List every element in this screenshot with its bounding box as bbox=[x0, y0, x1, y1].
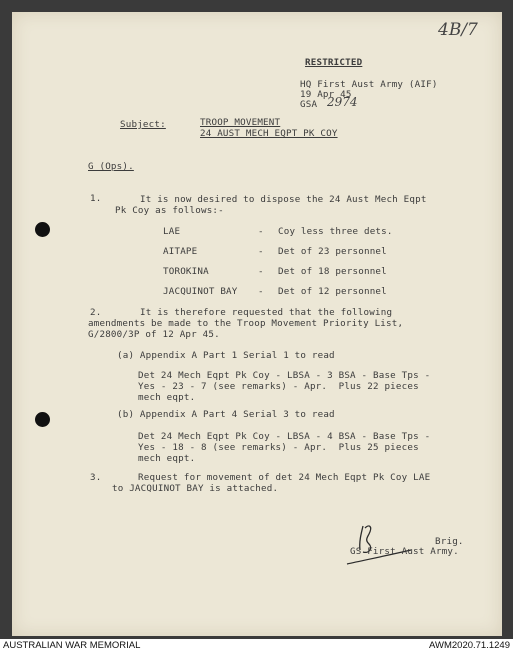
amendment-b-line-3: mech eqpt. bbox=[138, 453, 196, 464]
para-3-line-2: to JACQUINOT BAY is attached. bbox=[112, 483, 279, 494]
disposition-place: TOROKINA bbox=[163, 266, 209, 277]
footer-accession-number: AWM2020.71.1249 bbox=[429, 640, 510, 651]
para-3-line-1: Request for movement of det 24 Mech Eqpt Pk Coy LAE bbox=[138, 472, 431, 483]
disposition-dash: - bbox=[258, 286, 264, 297]
page-mark: 4B/7 bbox=[438, 20, 478, 40]
disposition-dash: - bbox=[258, 226, 264, 237]
disposition-detail: Det of 18 personnel bbox=[278, 266, 387, 277]
para-2-line-2: amendments be made to the Troop Movement Priority List, bbox=[88, 318, 404, 329]
disposition-dash: - bbox=[258, 246, 264, 257]
date-line: 19 Apr 45 bbox=[300, 89, 352, 100]
amendment-b-line-1: Det 24 Mech Eqpt Pk Coy - LBSA - 4 BSA - Base Tps - bbox=[138, 431, 431, 442]
punch-hole-top bbox=[35, 222, 50, 237]
para-2-line-3: G/2800/3P of 12 Apr 45. bbox=[88, 329, 220, 340]
disposition-detail: Det of 23 personnel bbox=[278, 246, 387, 257]
para-3-number: 3. bbox=[90, 472, 102, 483]
subject-line-1: TROOP MOVEMENT bbox=[200, 117, 281, 128]
reference-number: 2974 bbox=[327, 95, 358, 109]
para-1-line-2: Pk Coy as follows:- bbox=[115, 205, 224, 216]
amendment-b-line-2: Yes - 18 - 8 (see remarks) - Apr. Plus 25 pieces bbox=[138, 442, 419, 453]
hq-line: HQ First Aust Army (AIF) bbox=[300, 79, 438, 90]
disposition-detail: Coy less three dets. bbox=[278, 226, 393, 237]
signoff-title: GS First Aust Army. bbox=[350, 546, 459, 557]
addressee: G (Ops). bbox=[88, 161, 134, 172]
amendment-a-line-1: Det 24 Mech Eqpt Pk Coy - LBSA - 3 BSA - Base Tps - bbox=[138, 370, 431, 381]
disposition-detail: Det of 12 personnel bbox=[278, 286, 387, 297]
disposition-place: JACQUINOT BAY bbox=[163, 286, 238, 297]
amendment-a-heading: (a) Appendix A Part 1 Serial 1 to read bbox=[117, 350, 335, 361]
signature bbox=[345, 520, 415, 570]
classification: RESTRICTED bbox=[305, 57, 363, 68]
punch-hole-bottom bbox=[35, 412, 50, 427]
para-1-number: 1. bbox=[90, 193, 102, 204]
footer-bar bbox=[0, 639, 513, 653]
amendment-a-line-3: mech eqpt. bbox=[138, 392, 196, 403]
reference-prefix: GSA bbox=[300, 99, 318, 110]
para-2-line-1: It is therefore requested that the following bbox=[140, 307, 393, 318]
amendment-b-heading: (b) Appendix A Part 4 Serial 3 to read bbox=[117, 409, 335, 420]
signoff-rank: Brig. bbox=[435, 536, 464, 547]
para-2-number: 2. bbox=[90, 307, 102, 318]
para-1-line-1: It is now desired to dispose the 24 Aust Mech Eqpt bbox=[140, 194, 427, 205]
subject-line-2: 24 AUST MECH EQPT PK COY bbox=[200, 128, 338, 139]
disposition-place: AITAPE bbox=[163, 246, 198, 257]
footer-institution: AUSTRALIAN WAR MEMORIAL bbox=[3, 640, 141, 651]
subject-label: Subject: bbox=[120, 119, 166, 130]
amendment-a-line-2: Yes - 23 - 7 (see remarks) - Apr. Plus 22 pieces bbox=[138, 381, 419, 392]
disposition-place: LAE bbox=[163, 226, 181, 237]
disposition-dash: - bbox=[258, 266, 264, 277]
